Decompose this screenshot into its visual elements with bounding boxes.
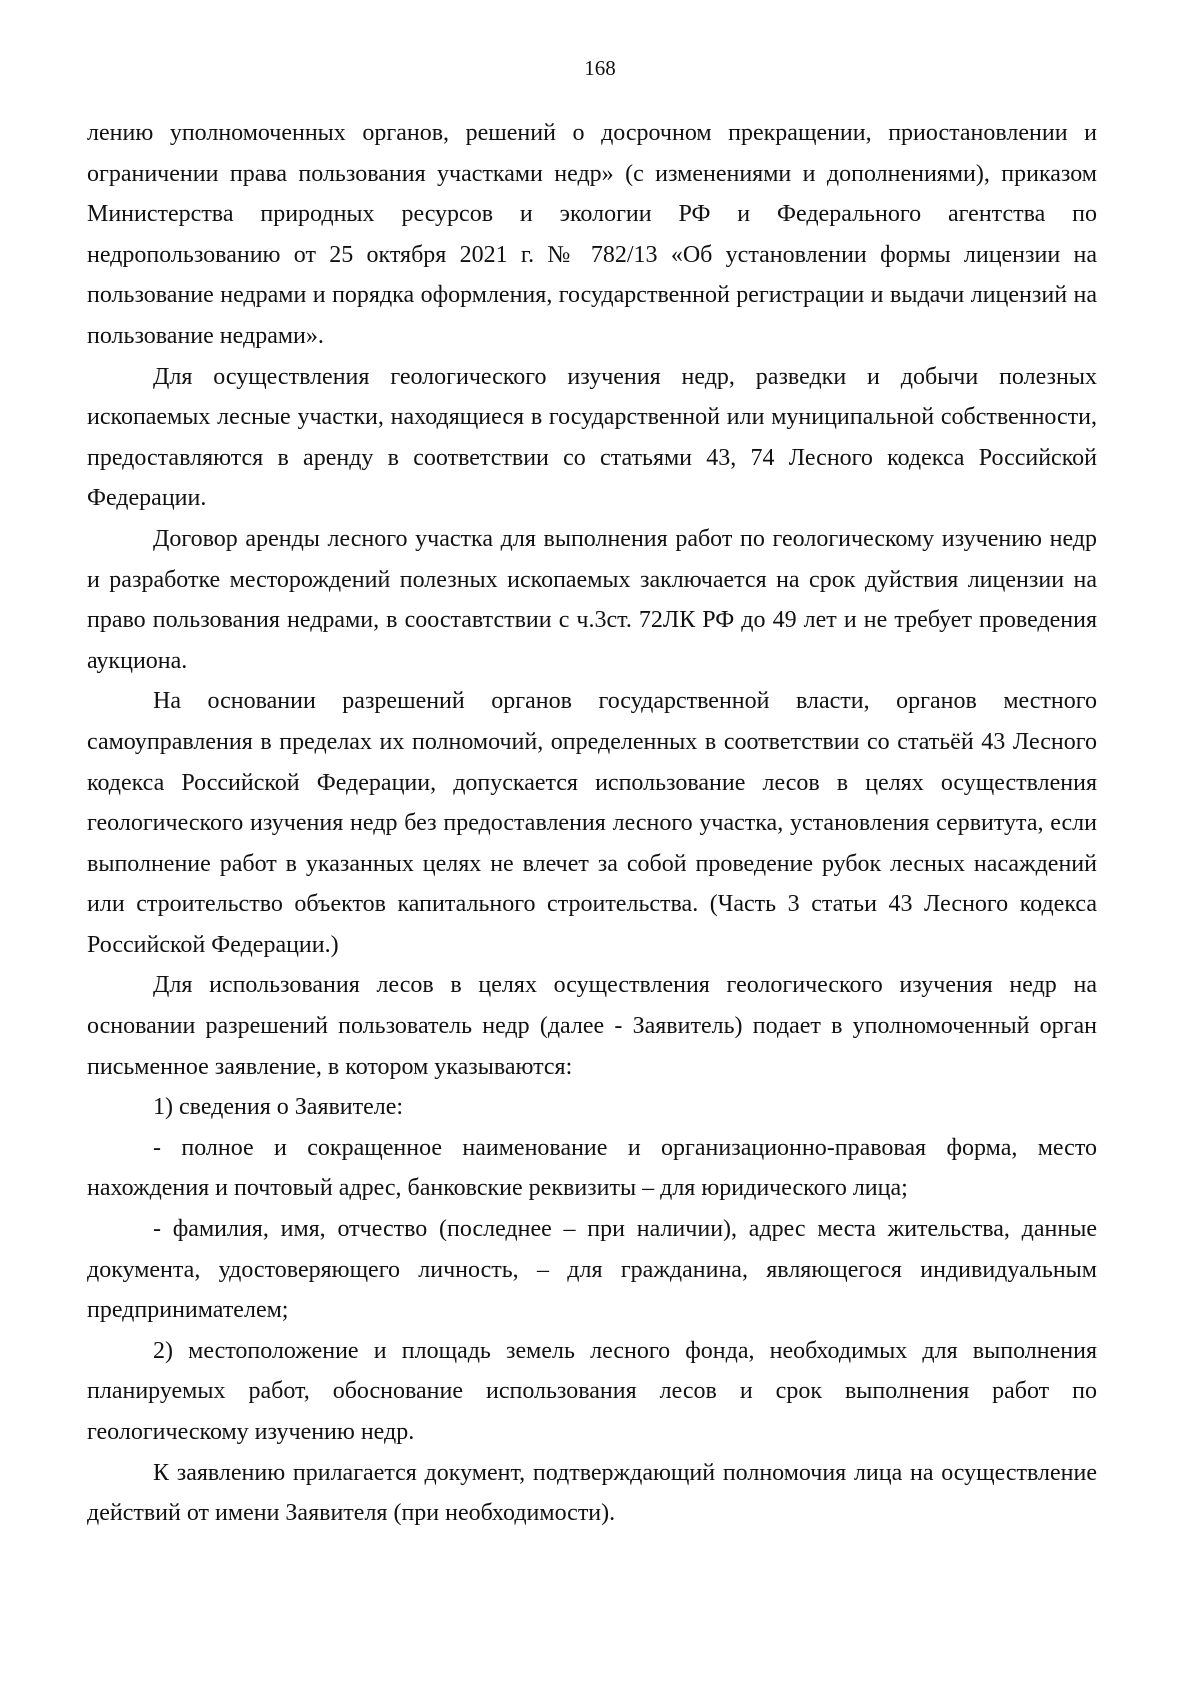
paragraph-attachment: К заявлению прилагается документ, подтверждающий полномочия лица на осуществление действий от имени Заявителя (при необходимости).	[87, 1459, 1097, 1527]
list-item-applicant-info: 1) сведения о Заявителе:	[153, 1094, 404, 1121]
paragraph-forest-lease-basis: Для осуществления геологического изучения недр, разведки и добычи полезных ископаемых лесные участки, находящиеся в государственной или муниципальной собственности, предоставляются в аренду в соответствии со статьями 43, 74 Лесного кодекса Российской Федерации.	[87, 363, 1097, 512]
document-body	[87, 113, 1097, 1534]
paragraph-permission-basis: На основании разрешений органов государственной власти, органов местного самоуправления в пределах их полномочий, определенных в соответствии со статьёй 43 Лесного кодекса Российской Федерации, допускается использование лесов в целях осуществления геологического изучения недр без предоставления лесного участка, установления сервитута, если выполнение работ в указанных целях не влечет за собой проведение рубок лесных насаждений или строительство объектов капитального строительства. (Часть 3 статьи 43 Лесного кодекса Российской Федерации.)	[87, 688, 1097, 958]
paragraph-lease-agreement: Договор аренды лесного участка для выполнения работ по геологическому изучению недр и разработке месторождений полезных ископаемых заключается на срок дуйствия лицензии на право пользования недрами, в сооставтствии с ч.3ст. 72ЛК РФ до 49 лет и не требует проведения аукциона.	[87, 525, 1097, 674]
paragraph-application-intro: Для использования лесов в целях осуществления геологического изучения недр на основании разрешений пользователь недр (далее - Заявитель) подает в уполномоченный орган письменное заявление, в котором указываются:	[87, 972, 1097, 1080]
list-item-legal-entity: - полное и сокращенное наименование и организационно-правовая форма, место нахождения и почтовый адрес, банковские реквизиты – для юридического лица;	[87, 1134, 1097, 1202]
list-item-location-area: 2) местоположение и площадь земель лесного фонда, необходимых для выполнения планируемых работ, обоснование использования лесов и срок выполнения работ по геологическому изучению недр.	[87, 1337, 1097, 1445]
paragraph-continuation: лению уполномоченных органов, решений о досрочном прекращении, приостановлении и ограничении права пользования участками недр» (с изменениями и дополнениями), приказом Министерства природных ресурсов и экологии РФ и Федерального агентства по недропользованию от 25 октября 2021 г. № 782/13 «Об установлении формы лицензии на пользование недрами и порядка оформления, государственной регистрации и выдачи лицензий на пользование недрами».	[87, 120, 1097, 349]
list-item-individual: - фамилия, имя, отчество (последнее – при наличии), адрес места жительства, данные документа, удостоверяющего личность, – для гражданина, являющегося индивидуальным предпринимателем;	[87, 1216, 1097, 1324]
page-number: 168	[584, 56, 616, 80]
